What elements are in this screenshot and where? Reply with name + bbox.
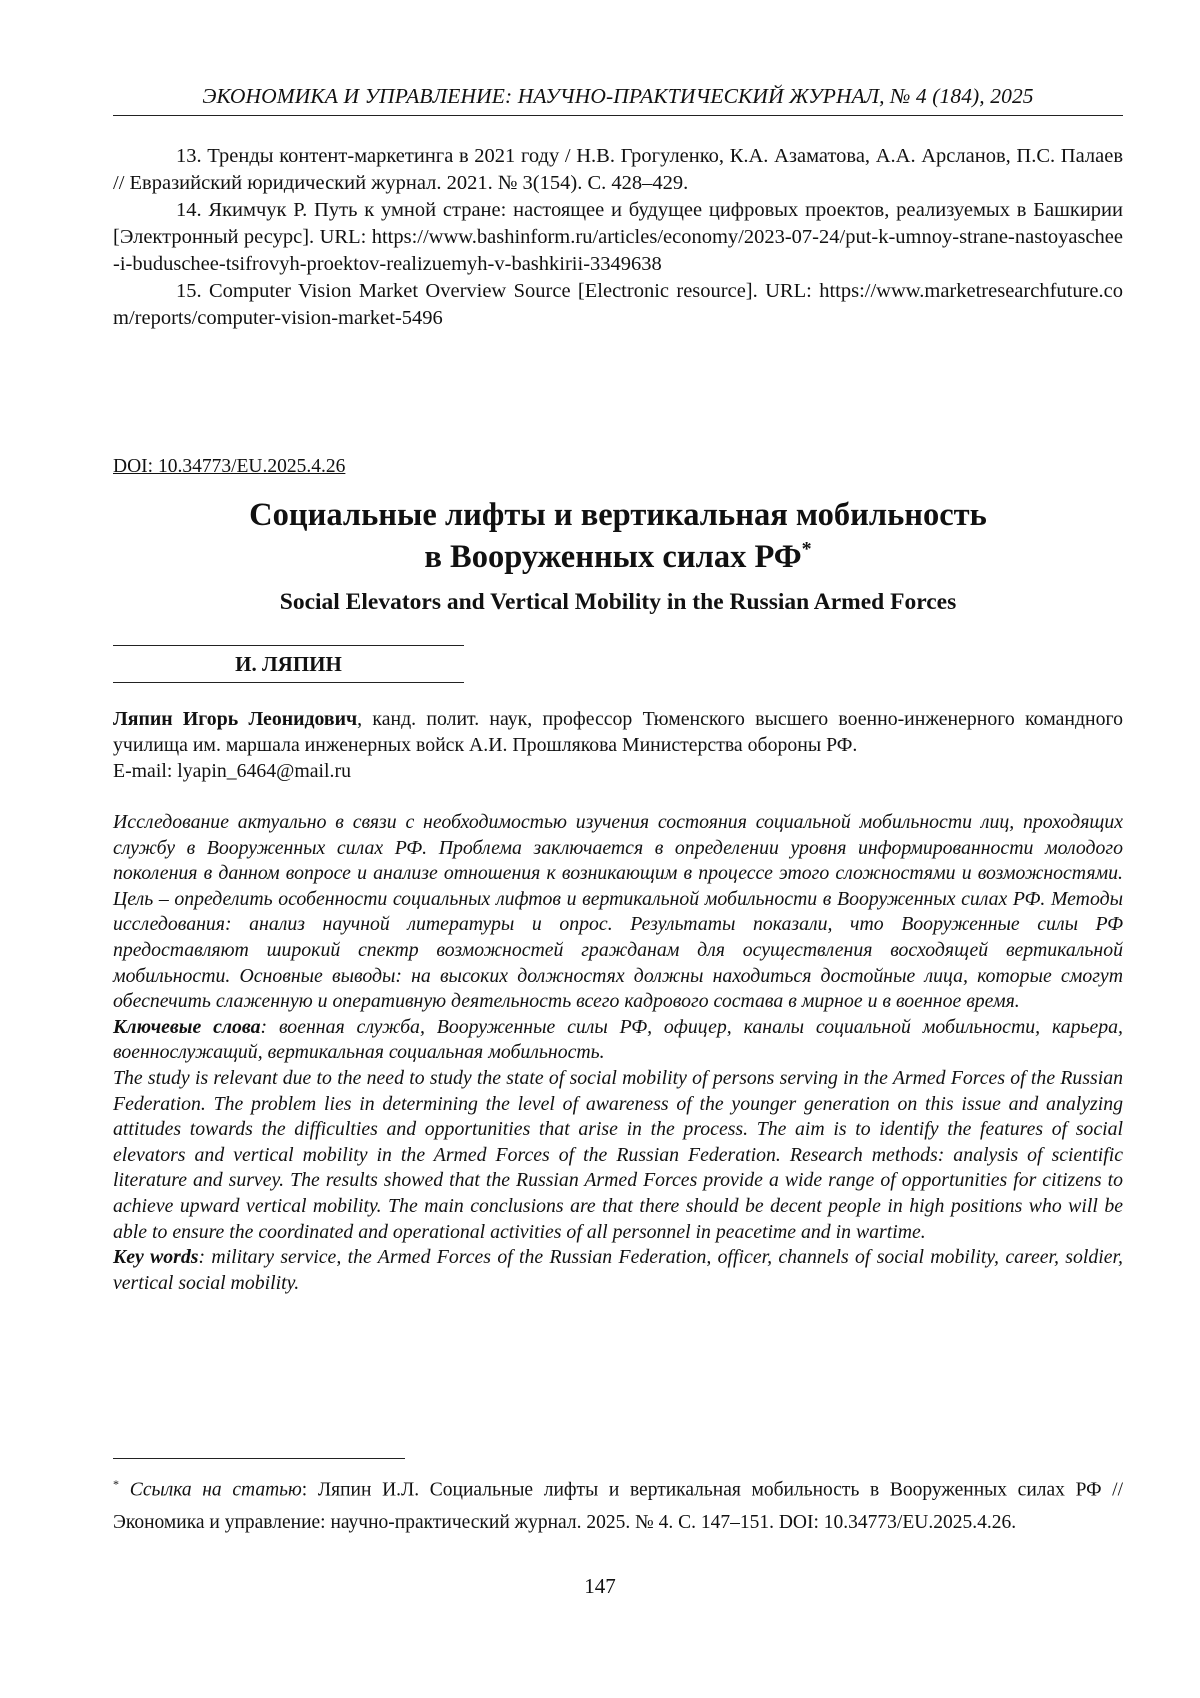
reference-13-text: 13. Тренды контент-маркетинга в 2021 году / Н.В. Грогуленко, К.А. Азаматова, А.А. Арсланов, П.С. Палаев // Евразийский юридический журнал. 2021. № 3(154). С. 428–429. bbox=[113, 145, 1123, 194]
keywords-ru-label: Ключевые слова bbox=[113, 1016, 261, 1038]
reference-13 bbox=[113, 143, 1123, 197]
abstract-en: The study is relevant due to the need to study the state of social mobility of persons serving in the Armed Forces of the Russian Federation. The problem lies in determining the level of awareness of the younger generation on this issue and analyzing attitudes towards the difficulties and opportunities that arise in the process. The aim is to identify the features of social elevators and vertical mobility in the Armed Forces of the Russian Federation. Research methods: analysis of scientific literature and survey. The results showed that the Russian Armed Forces provide a wide range of opportunities for citizens to achieve upward vertical mobility. The main conclusions are that there should be decent people in high positions who will be able to ensure the coordinated and operational activities of all personnel in peacetime and in wartime. bbox=[113, 1066, 1123, 1245]
author-block bbox=[113, 645, 464, 683]
journal-page bbox=[0, 0, 1200, 1698]
title-ru-line-1: Социальные лифты и вертикальная мобильность bbox=[113, 494, 1123, 536]
abstract-ru: Исследование актуально в связи с необходимостью изучения состояния социальной мобильности лиц, проходящих службу в Вооруженных силах РФ. Проблема заключается в определении уровня информированности молодого поколения в данном вопросе и анализе отношения к возникающим в процессе этого сложностями и возможностями. Цель – определить особенности социальных лифтов и вертикальной мобильности в Вооруженных силах РФ. Методы исследования: анализ научной литературы и опрос. Результаты показали, что Вооруженные силы РФ предоставляют широкий спектр возможностей гражданам для осуществления восходящей вертикальной мобильности. Основные выводы: на высоких должностях должны находиться достойные лица, которые смогут обеспечить слаженную и оперативную деятельность всего кадрового состава в мирное и в военное время. bbox=[113, 810, 1123, 1015]
journal-running-head: ЭКОНОМИКА И УПРАВЛЕНИЕ: НАУЧНО-ПРАКТИЧЕСКИЙ ЖУРНАЛ, № 4 (184), 2025 bbox=[113, 84, 1123, 109]
footnote-rule bbox=[113, 1458, 405, 1459]
author-name: И. ЛЯПИН bbox=[113, 646, 464, 682]
affiliation-author-name: Ляпин Игорь Леонидович bbox=[113, 708, 357, 730]
header-rule bbox=[113, 115, 1123, 116]
reference-15-text: 15. Computer Vision Market Overview Source [Electronic resource]. URL: bbox=[176, 280, 819, 302]
reference-14-url[interactable]: https://www.bashinform.ru/articles/economy/2023-07-24/put-k-umnoy-strane-nastoyaschee-i-buduschee-tsifrovyh-proektov-realizuemyh-v-bashkirii-3349638 bbox=[113, 226, 1123, 275]
abstract-section bbox=[113, 810, 1123, 1296]
author-bottom-rule bbox=[113, 682, 464, 683]
footnote-mark: * bbox=[113, 1477, 119, 1491]
author-affiliation bbox=[113, 706, 1123, 784]
reference-14 bbox=[113, 197, 1123, 278]
keywords-ru-text: : военная служба, Вооруженные силы РФ, офицер, каналы социальной мобильности, карьера, военнослужащий, вертикальная социальная мобильность. bbox=[113, 1016, 1123, 1064]
footnote-label: Ссылка на статью bbox=[130, 1480, 302, 1501]
footnote-text: : Ляпин И.Л. Социальные лифты и вертикальная мобильность в Вооруженных силах РФ // Экономика и управление: научно-практический журнал. 2025. № 4. С. 147–151. DOI: 10.34773/EU.2025.4.26. bbox=[113, 1480, 1123, 1533]
keywords-en-label: Key words bbox=[113, 1246, 198, 1268]
title-footnote-mark[interactable]: * bbox=[802, 538, 812, 560]
article-doi[interactable]: DOI: 10.34773/EU.2025.4.26 bbox=[113, 456, 345, 478]
keywords-en-text: : military service, the Armed Forces of the Russian Federation, officer, channels of social mobility, career, soldier, vertical social mobility. bbox=[113, 1246, 1123, 1294]
page-number: 147 bbox=[0, 1574, 1200, 1599]
affiliation-text: , канд. полит. наук, профессор Тюменского высшего военно-инженерного командного училища им. маршала инженерных войск А.И. Прошлякова Министерства обороны РФ. bbox=[113, 708, 1123, 756]
title-ru-line-2 bbox=[113, 536, 1123, 578]
citation-footnote bbox=[113, 1468, 1123, 1539]
reference-list bbox=[113, 143, 1123, 332]
reference-15 bbox=[113, 278, 1123, 332]
keywords-ru bbox=[113, 1015, 1123, 1066]
author-email[interactable]: E-mail: lyapin_6464@mail.ru bbox=[113, 760, 351, 782]
article-title-en: Social Elevators and Vertical Mobility in the Russian Armed Forces bbox=[113, 589, 1123, 616]
reference-14-text: 14. Якимчук Р. Путь к умной стране: настоящее и будущее цифровых проектов, реализуемых в Башкирии [Электронный ресурс]. URL: bbox=[113, 199, 1123, 248]
keywords-en bbox=[113, 1245, 1123, 1296]
article-title-ru bbox=[113, 494, 1123, 578]
reference-15-url[interactable]: https://www.marketresearchfuture.com/reports/computer-vision-market-5496 bbox=[113, 280, 1123, 329]
title-ru-line-2-text: в Вооруженных силах РФ bbox=[424, 539, 801, 575]
